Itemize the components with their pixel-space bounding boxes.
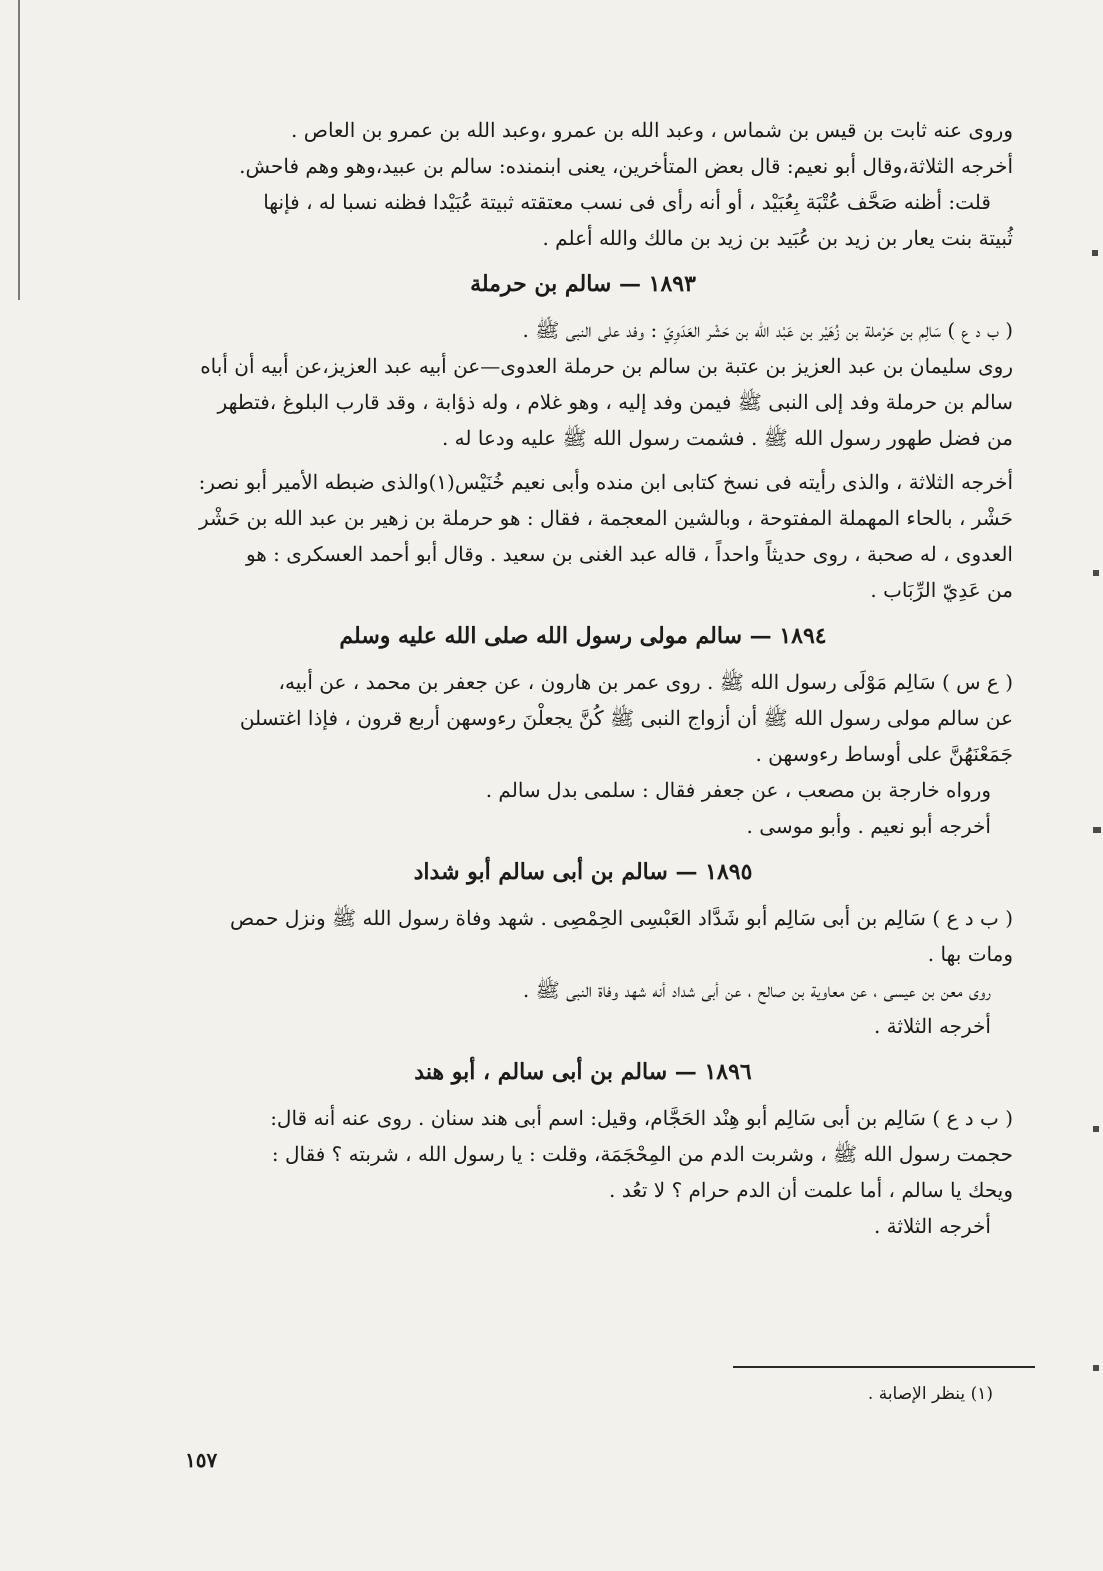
footnote: (١) ينظر الإصابة . <box>867 1384 993 1404</box>
page-number: ١٥٧ <box>185 1448 218 1472</box>
intro-line: ثُبيتة بنت يعار بن زيد بن عُبَيد بن زيد بن مالك والله أعلم . <box>542 226 1013 250</box>
entry-line: ( ب د ع ) سَالِم بن أبى سَالِم أبو شَدَّاد العَبْسِى الحِمْصِى . شهد وفاة رسول الله ﷺ ونزل حمص <box>230 906 1013 930</box>
entry-line: ( ب د ع ) سَالِم بن حَرْملة بن زُهَيْر بن عَبْد الله بن حَشْر العَدَوِيّ : وفد على النبى ﷺ . <box>522 318 1013 342</box>
entry-line: ورواه خارجة بن مصعب ، عن جعفر فقال : سلمى بدل سالم . <box>485 778 991 802</box>
entry-line: روى سليمان بن عبد العزيز بن عتبة بن سالم بن حرملة العدوى—عن أبيه عبد العزيز،عن أبيه أن أباه <box>200 354 1013 378</box>
entry-line: من فضل طهور رسول الله ﷺ . فشمت رسول الله ﷺ عليه ودعا له . <box>441 426 1013 450</box>
entry-line: جَمَعْنَهُنَّ على أوساط رءوسهن . <box>755 742 1013 766</box>
entry-line: أخرجه أبو نعيم . وأبو موسى . <box>746 814 991 838</box>
entry-heading: ١٨٩٦ — سالم بن أبى سالم ، أبو هند <box>414 1059 752 1085</box>
entry-line: أخرجه الثلاثة . <box>873 1014 991 1038</box>
entry-heading: ١٨٩٣ — سالم بن حرملة <box>470 271 696 297</box>
intro-line: قلت: أظنه صَحَّف عُتْبَة بِعُبَيْد ، أو أنه رأى فى نسب معتقته ثبيتة عُبَيْدا فظنه نسبا له ، فإنها <box>263 190 991 214</box>
entry-line: عن سالم مولى رسول الله ﷺ أن أزواج النبى ﷺ كُنَّ يجعلْنَ رءوسهن أربع قرون ، فإذا اغتسلن <box>239 706 1013 730</box>
entry-line: ويحك يا سالم ، أما علمت أن الدم حرام ؟ لا تعُد . <box>609 1178 1013 1202</box>
entry-line: سالم بن حرملة وفد إلى النبى ﷺ فيمن وفد إليه ، وهو غلام ، وله ذؤابة ، وقد قارب البلوغ ،فتطهر <box>217 390 1013 414</box>
entry-heading: ١٨٩٥ — سالم بن أبى سالم أبو شداد <box>413 859 753 885</box>
entry-line: ( ب د ع ) سَالِم بن أبى سَالِم أبو هِنْد الحَجَّام، وقيل: اسم أبى هند سنان . روى عنه أنه قال: <box>270 1106 1013 1130</box>
entry-line: روى معن بن عيسى ، عن معاوية بن صالح ، عن أبى شداد أنه شهد وفاة النبى ﷺ . <box>522 978 991 1002</box>
entry-line: أخرجه الثلاثة . <box>873 1214 991 1238</box>
entry-line: ( ع س ) سَالِم مَوْلَى رسول الله ﷺ . روى عمر بن هارون ، عن جعفر بن محمد ، عن أبيه، <box>278 670 1013 694</box>
intro-line: أخرجه الثلاثة،وقال أبو نعيم: قال بعض المتأخرين، يعنى ابنمنده: سالم بن عبيد،وهو وهم فاحش. <box>239 154 1013 178</box>
main-text <box>153 112 1013 1244</box>
entry-line: حجمت رسول الله ﷺ ، وشربت الدم من المِحْجَمَة، وقلت : يا رسول الله ، شربته ؟ فقال : <box>271 1142 1013 1166</box>
entry-line: ومات بها . <box>927 942 1013 966</box>
spacer <box>153 456 1013 464</box>
margin-mark <box>1092 250 1098 256</box>
margin-mark <box>1093 1126 1099 1132</box>
footnote-divider <box>733 1366 1035 1368</box>
margin-mark <box>1093 827 1101 833</box>
entry-line: حَشْر ، بالحاء المهملة المفتوحة ، وبالشين المعجمة ، فقال : هو حرملة بن زهير بن عبد الله بن حَشْر <box>199 506 1013 530</box>
margin-mark <box>1093 570 1099 576</box>
entry-line: أخرجه الثلاثة ، والذى رأيته فى نسخ كتابى ابن منده وأبى نعيم خُنَيْس(١)والذى ضبطه الأمير أبو نصر: <box>198 470 1013 494</box>
entry-heading: ١٨٩٤ — سالم مولى رسول الله صلى الله عليه وسلم <box>339 623 827 649</box>
entry-line: العدوى ، له صحبة ، روى حديثاً واحداً ، قاله عبد الغنى بن سعيد . وقال أبو أحمد العسكرى : هو <box>245 542 1013 566</box>
margin-mark <box>1093 1365 1099 1371</box>
scan-edge-line <box>18 0 20 300</box>
entry-line: من عَدِيّ الرِّبَاب . <box>870 578 1013 602</box>
intro-line: وروى عنه ثابت بن قيس بن شماس ، وعبد الله بن عمرو ،وعبد الله بن عمرو بن العاص . <box>291 118 1013 142</box>
